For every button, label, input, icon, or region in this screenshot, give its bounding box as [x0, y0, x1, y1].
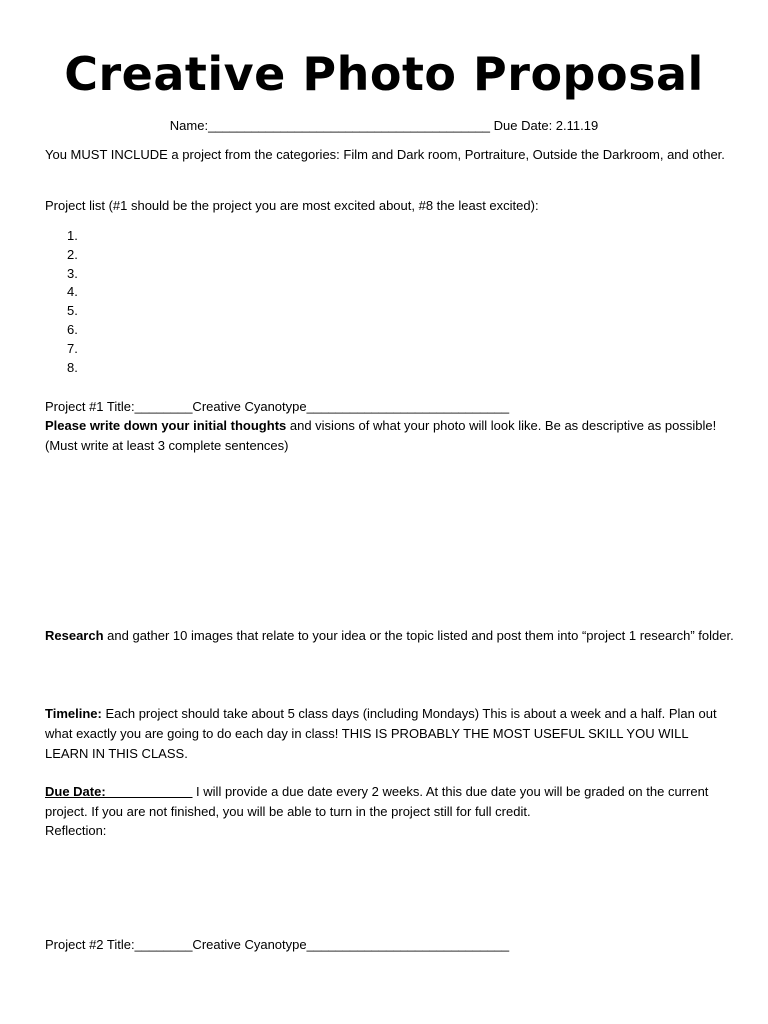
project1-thoughts-paragraph — [45, 416, 735, 456]
project-list-label: Project list (#1 should be the project you are most excited about, #8 the least excited): — [45, 198, 539, 213]
timeline-text: Each project should take about 5 class days (including Mondays) This is about a week and a half. Plan out what exactly you are going to do each day in class! THIS IS PROBABLY THE MOST USEFUL SKILL YOU WILL LEARN IN THIS CLASS. — [45, 706, 717, 761]
research-bold: Research — [45, 628, 104, 643]
due-date-bold: Due Date:____________ — [45, 784, 193, 799]
page-title: Creative Photo Proposal — [64, 47, 704, 101]
research-paragraph — [45, 626, 735, 646]
project-list-item: 1. — [67, 228, 78, 243]
project1-title-line: Project #1 Title:________Creative Cyanotype____________________________ — [45, 399, 510, 414]
project-list — [67, 227, 78, 377]
timeline-bold: Timeline: — [45, 706, 102, 721]
intro-paragraph: You MUST INCLUDE a project from the categories: Film and Dark room, Portraiture, Outside the Darkroom, and other. — [45, 147, 725, 162]
project-list-item: 6. — [67, 321, 78, 337]
project1-thoughts-bold: Please write down your initial thoughts — [45, 418, 287, 433]
project-list-item: 8. — [67, 359, 78, 375]
due-date-paragraph — [45, 782, 735, 822]
project-list-item: 4. — [67, 284, 78, 300]
project-list-item: 7. — [67, 340, 78, 356]
project1-thoughts-text: and visions of what your photo will look like. Be as descriptive as possible! (Must write at least 3 complete sentences) — [45, 418, 717, 453]
project-list-item: 2. — [67, 246, 78, 262]
name-due-date-line: Name:_______________________________________ Due Date: 2.11.19 — [169, 118, 599, 133]
reflection-label: Reflection: — [45, 823, 107, 838]
timeline-paragraph — [45, 704, 735, 764]
research-text: and gather 10 images that relate to your idea or the topic listed and post them into “project 1 research” folder. — [103, 628, 734, 643]
project-list-item: 5. — [67, 303, 78, 319]
project-list-item: 3. — [67, 265, 78, 281]
project2-title-line: Project #2 Title:________Creative Cyanotype____________________________ — [45, 937, 510, 952]
due-date-text: I will provide a due date every 2 weeks. At this due date you will be graded on the current project. If you are not finished, you will be able to turn in the project still for full credit. — [45, 784, 709, 819]
